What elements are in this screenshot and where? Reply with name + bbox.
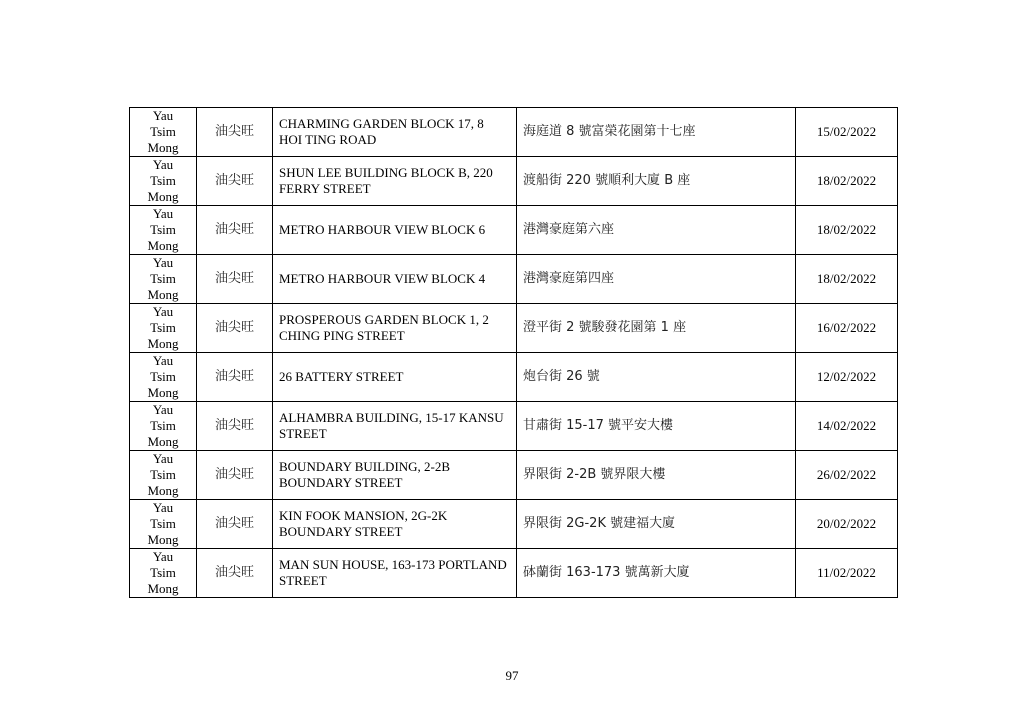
date-cell: 11/02/2022 — [796, 549, 898, 598]
table-row — [130, 549, 898, 598]
building-en-cell: MAN SUN HOUSE, 163-173 PORTLAND STREET — [273, 549, 517, 598]
district-en-cell — [130, 157, 197, 206]
district-en-line: Yau — [152, 500, 174, 515]
building-en-cell: CHARMING GARDEN BLOCK 17, 8 HOI TING ROAD — [273, 108, 517, 157]
district-zh-cell: 油尖旺 — [197, 157, 273, 206]
district-en-line: Yau — [152, 157, 174, 172]
date-cell: 26/02/2022 — [796, 451, 898, 500]
date-cell: 16/02/2022 — [796, 304, 898, 353]
building-zh-cell: 界限街 2-2B 號界限大樓 — [517, 451, 796, 500]
district-en-cell — [130, 549, 197, 598]
district-en-line: Mong — [147, 189, 179, 204]
district-zh-cell: 油尖旺 — [197, 108, 273, 157]
building-zh-cell: 港灣豪庭第四座 — [517, 255, 796, 304]
district-en-line: Yau — [152, 353, 174, 368]
district-en-line: Mong — [147, 385, 179, 400]
table-row — [130, 108, 898, 157]
table-row — [130, 451, 898, 500]
building-zh-cell: 渡船街 220 號順利大廈 B 座 — [517, 157, 796, 206]
district-zh-cell: 油尖旺 — [197, 451, 273, 500]
page-number: 97 — [505, 668, 519, 683]
district-en-line: Tsim — [150, 222, 176, 237]
building-en-cell: KIN FOOK MANSION, 2G-2K BOUNDARY STREET — [273, 500, 517, 549]
table-row — [130, 353, 898, 402]
building-zh-cell: 澄平街 2 號駿發花園第 1 座 — [517, 304, 796, 353]
district-en-line: Tsim — [150, 124, 176, 139]
table-row — [130, 157, 898, 206]
district-en-line: Yau — [152, 451, 174, 466]
district-en-line: Tsim — [150, 173, 176, 188]
district-en-line: Mong — [147, 483, 179, 498]
building-en-cell: ALHAMBRA BUILDING, 15-17 KANSU STREET — [273, 402, 517, 451]
building-en-cell: PROSPEROUS GARDEN BLOCK 1, 2 CHING PING STREET — [273, 304, 517, 353]
district-en-line: Tsim — [150, 565, 176, 580]
district-en-line: Tsim — [150, 516, 176, 531]
building-zh-cell: 界限街 2G-2K 號建福大廈 — [517, 500, 796, 549]
building-zh-cell: 砵蘭街 163-173 號萬新大廈 — [517, 549, 796, 598]
district-en-cell — [130, 500, 197, 549]
district-en-cell — [130, 451, 197, 500]
table-row — [130, 402, 898, 451]
district-en-line: Mong — [147, 238, 179, 253]
date-cell: 14/02/2022 — [796, 402, 898, 451]
building-en-cell: SHUN LEE BUILDING BLOCK B, 220 FERRY STREET — [273, 157, 517, 206]
building-zh-cell: 炮台街 26 號 — [517, 353, 796, 402]
building-zh-cell: 海庭道 8 號富榮花園第十七座 — [517, 108, 796, 157]
records-table-body — [130, 108, 898, 598]
district-zh-cell: 油尖旺 — [197, 206, 273, 255]
district-en-line: Mong — [147, 581, 179, 596]
district-zh-cell: 油尖旺 — [197, 353, 273, 402]
district-en-line: Mong — [147, 532, 179, 547]
district-zh-cell: 油尖旺 — [197, 255, 273, 304]
table-row — [130, 500, 898, 549]
table-row — [130, 304, 898, 353]
table-row — [130, 206, 898, 255]
district-en-line: Yau — [152, 108, 174, 123]
district-en-line: Tsim — [150, 271, 176, 286]
district-en-line: Mong — [147, 140, 179, 155]
date-cell: 18/02/2022 — [796, 206, 898, 255]
date-cell: 12/02/2022 — [796, 353, 898, 402]
district-en-line: Mong — [147, 434, 179, 449]
date-cell: 20/02/2022 — [796, 500, 898, 549]
date-cell: 18/02/2022 — [796, 157, 898, 206]
district-zh-cell: 油尖旺 — [197, 402, 273, 451]
building-en-cell: BOUNDARY BUILDING, 2-2B BOUNDARY STREET — [273, 451, 517, 500]
table-row — [130, 255, 898, 304]
district-zh-cell: 油尖旺 — [197, 304, 273, 353]
district-en-line: Mong — [147, 287, 179, 302]
building-en-cell: 26 BATTERY STREET — [273, 353, 517, 402]
district-en-cell — [130, 108, 197, 157]
district-en-line: Mong — [147, 336, 179, 351]
building-records-table — [129, 107, 898, 598]
district-en-line: Yau — [152, 304, 174, 319]
district-en-line: Yau — [152, 549, 174, 564]
building-en-cell: METRO HARBOUR VIEW BLOCK 4 — [273, 255, 517, 304]
district-en-line: Tsim — [150, 418, 176, 433]
district-zh-cell: 油尖旺 — [197, 500, 273, 549]
building-en-cell: METRO HARBOUR VIEW BLOCK 6 — [273, 206, 517, 255]
building-zh-cell: 甘肅街 15-17 號平安大樓 — [517, 402, 796, 451]
date-cell: 18/02/2022 — [796, 255, 898, 304]
district-en-line: Tsim — [150, 467, 176, 482]
district-en-cell — [130, 255, 197, 304]
district-en-line: Yau — [152, 206, 174, 221]
district-zh-cell: 油尖旺 — [197, 549, 273, 598]
district-en-cell — [130, 353, 197, 402]
district-en-cell — [130, 304, 197, 353]
district-en-line: Yau — [152, 402, 174, 417]
date-cell: 15/02/2022 — [796, 108, 898, 157]
district-en-line: Tsim — [150, 320, 176, 335]
district-en-line: Yau — [152, 255, 174, 270]
district-en-cell — [130, 402, 197, 451]
building-zh-cell: 港灣豪庭第六座 — [517, 206, 796, 255]
district-en-cell — [130, 206, 197, 255]
district-en-line: Tsim — [150, 369, 176, 384]
